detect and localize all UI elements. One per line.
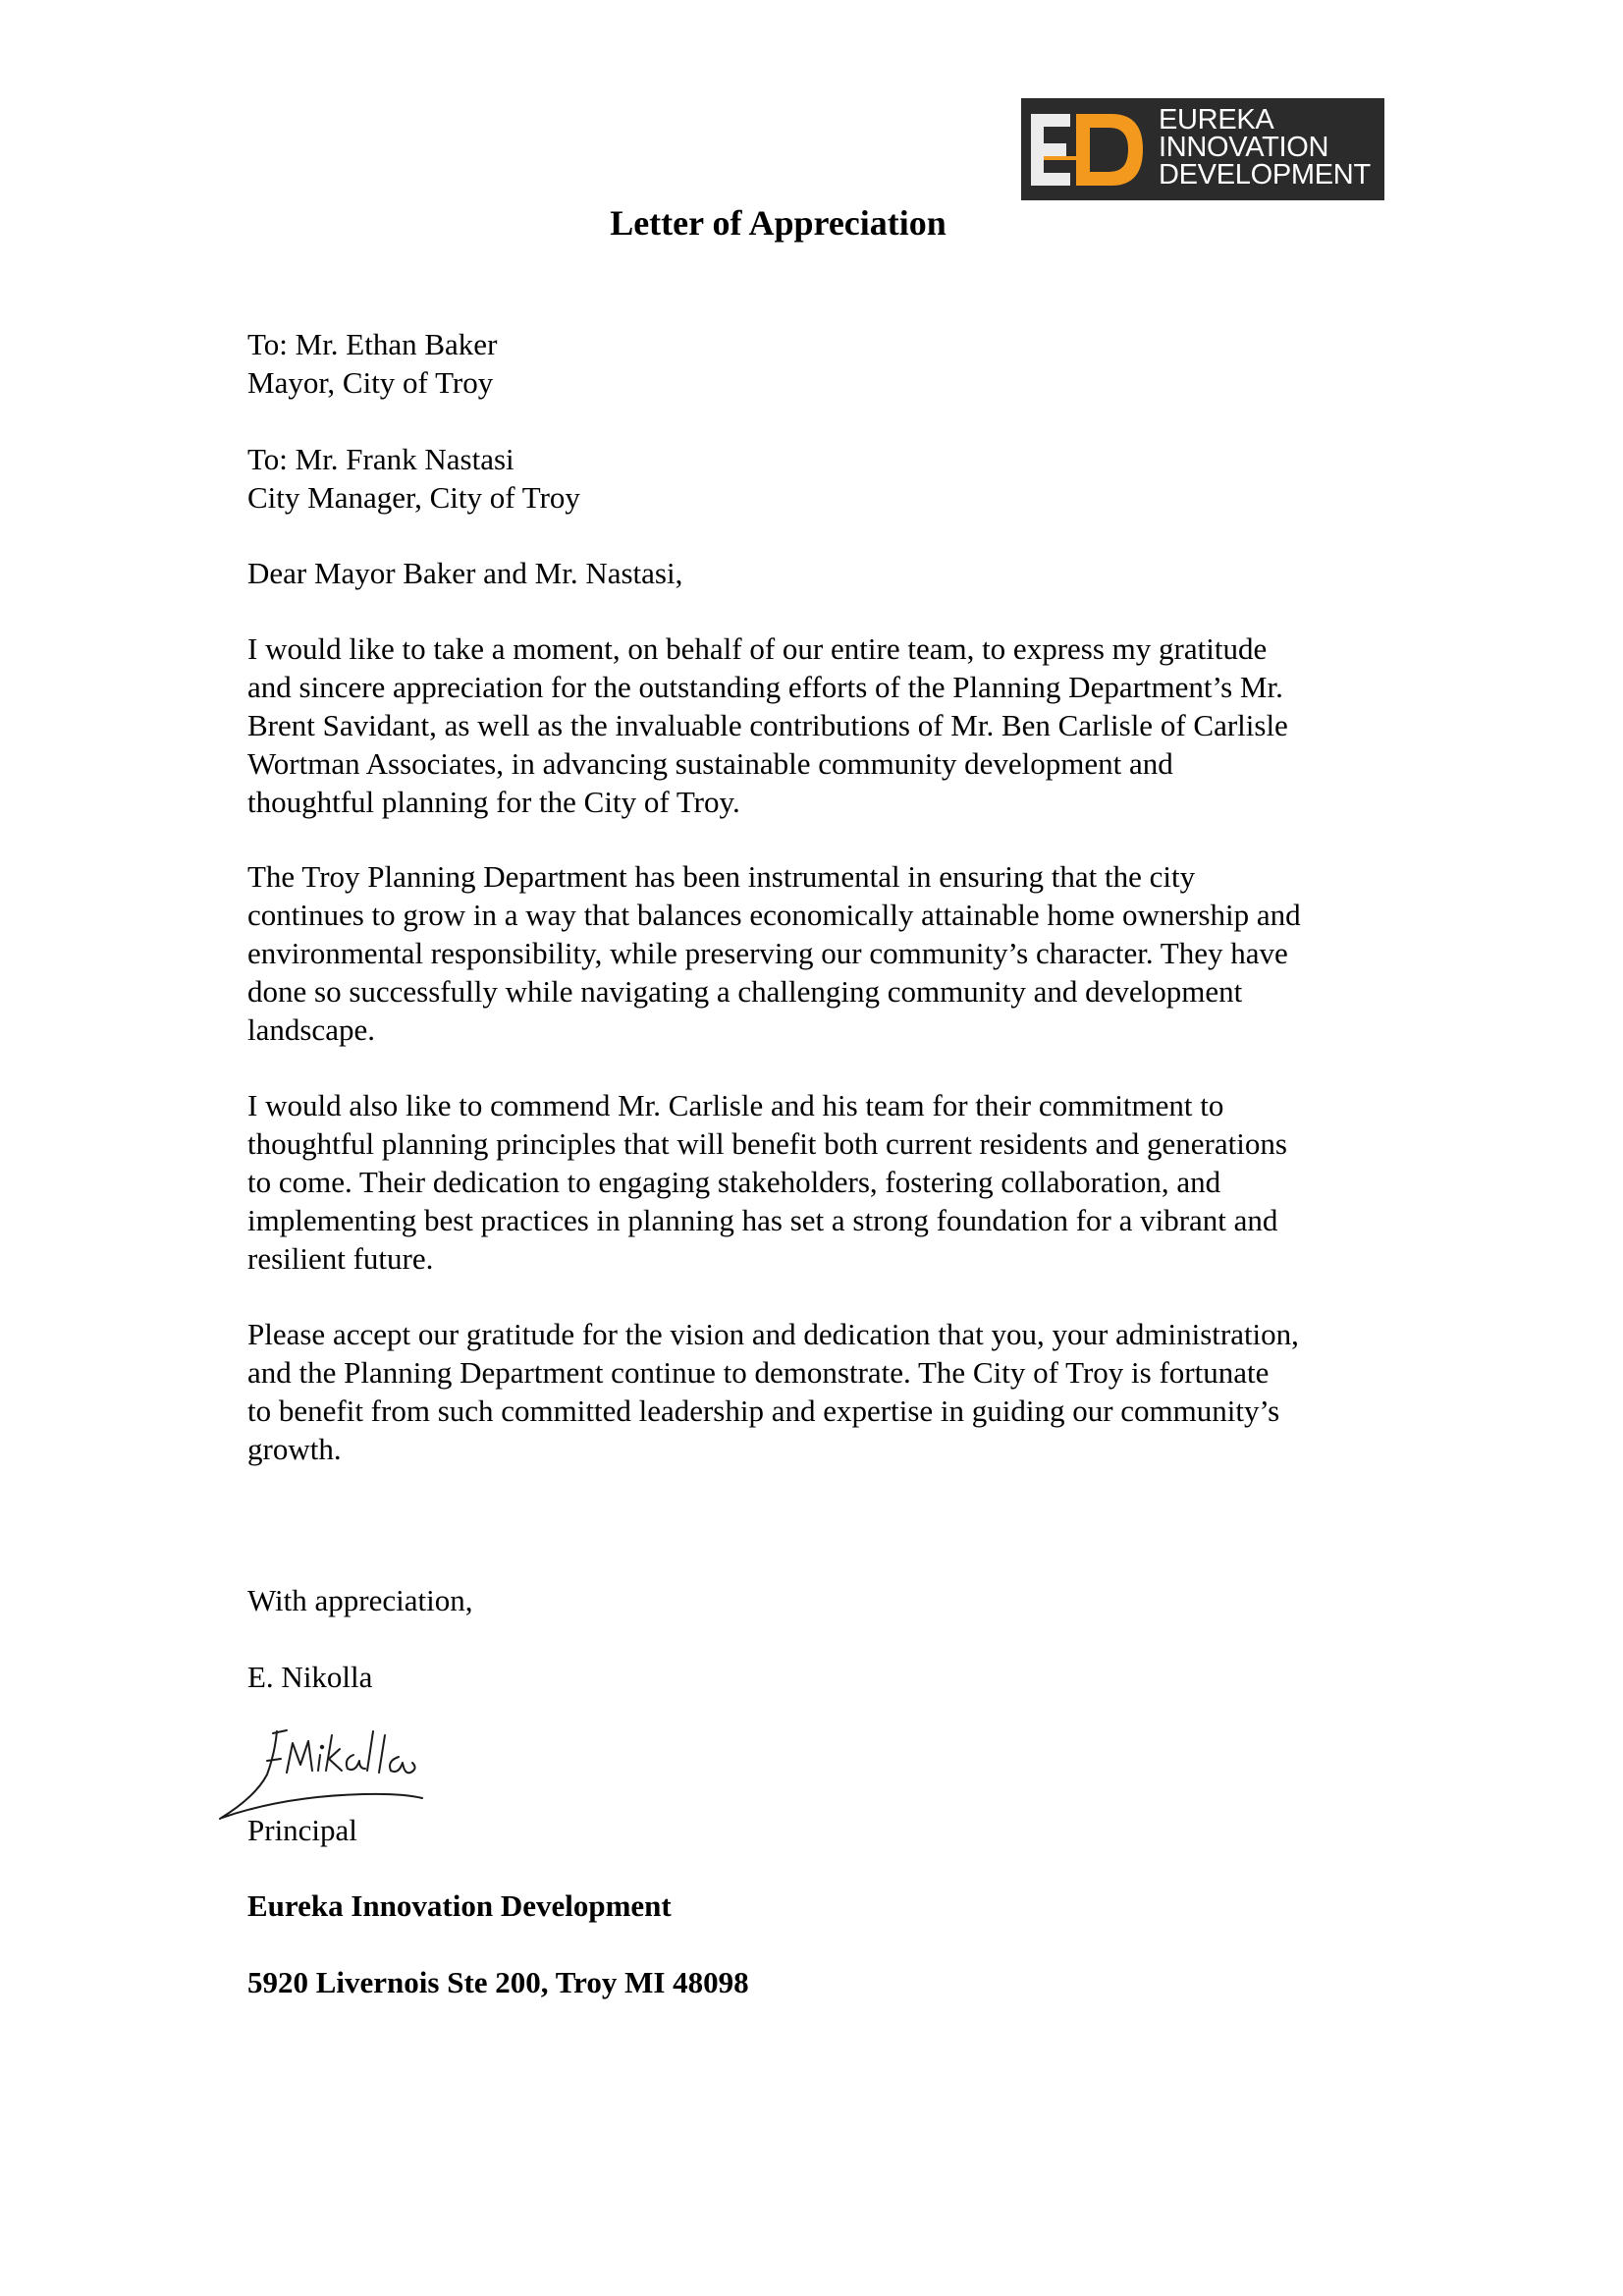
recipient-1-role: Mayor, City of Troy (247, 365, 494, 400)
signer-name-text: E. Nikolla (247, 1660, 373, 1694)
paragraph-3 (247, 1086, 1406, 1278)
paragraph-line: Please accept our gratitude for the vision and dedication that you, your administration, (247, 1317, 1299, 1351)
recipient-2-to: To: Mr. Frank Nastasi (247, 442, 514, 476)
logo-line-1: EUREKA (1159, 104, 1274, 136)
paragraph-line: resilient future. (247, 1241, 434, 1276)
paragraph-line: to benefit from such committed leadership and expertise in guiding our community’s (247, 1394, 1280, 1428)
paragraph-line: thoughtful planning for the City of Troy. (247, 785, 740, 819)
paragraph-1 (247, 629, 1406, 821)
valediction-text: With appreciation, (247, 1583, 473, 1617)
paragraph-line: environmental responsibility, while preserving our community’s character. They have (247, 936, 1288, 970)
logo-wordmark (1159, 106, 1380, 189)
paragraph-line: to come. Their dedication to engaging stakeholders, fostering collaboration, and (247, 1165, 1221, 1199)
company-name-text: Eureka Innovation Development (247, 1888, 672, 1923)
paragraph-line: The Troy Planning Department has been instrumental in ensuring that the city (247, 859, 1196, 894)
paragraph-line: Wortman Associates, in advancing sustainable community development and (247, 746, 1173, 781)
recipient-1-to: To: Mr. Ethan Baker (247, 327, 498, 361)
logo-line-2: INNOVATION (1159, 132, 1329, 163)
valediction (247, 1581, 1406, 1619)
paragraph-line: continues to grow in a way that balances economically attainable home ownership and (247, 898, 1301, 932)
salutation (247, 554, 1406, 592)
handwritten-signature (216, 1714, 432, 1827)
signer-title-text: Principal (247, 1813, 357, 1847)
recipient-1 (247, 325, 1406, 402)
signer-title (247, 1811, 1406, 1849)
company-logo (1021, 98, 1384, 200)
paragraph-line: and sincere appreciation for the outstanding efforts of the Planning Department’s Mr. (247, 670, 1283, 704)
company-name (247, 1886, 1406, 1925)
paragraph-4 (247, 1315, 1406, 1468)
paragraph-2 (247, 857, 1406, 1049)
salutation-text: Dear Mayor Baker and Mr. Nastasi, (247, 556, 683, 590)
company-address (247, 1963, 1406, 2001)
signer-name (247, 1658, 1406, 1696)
paragraph-line: landscape. (247, 1012, 375, 1047)
paragraph-line: and the Planning Department continue to demonstrate. The City of Troy is fortunate (247, 1355, 1270, 1390)
recipient-2-role: City Manager, City of Troy (247, 480, 580, 515)
ed-logo-mark (1021, 98, 1152, 200)
paragraph-line: done so successfully while navigating a challenging community and development (247, 974, 1243, 1009)
paragraph-line: Brent Savidant, as well as the invaluable contributions of Mr. Ben Carlisle of Carlisle (247, 708, 1288, 742)
recipient-2 (247, 440, 1406, 517)
logo-line-3: DEVELOPMENT (1159, 159, 1371, 191)
paragraph-line: I would also like to commend Mr. Carlisle and his team for their commitment to (247, 1088, 1224, 1122)
paragraph-line: implementing best practices in planning has set a strong foundation for a vibrant and (247, 1203, 1278, 1237)
paragraph-line: growth. (247, 1432, 342, 1466)
company-address-text: 5920 Livernois Ste 200, Troy MI 48098 (247, 1965, 749, 1999)
letter-title: Letter of Appreciation (610, 203, 947, 243)
paragraph-line: I would like to take a moment, on behalf of our entire team, to express my gratitude (247, 631, 1268, 666)
paragraph-line: thoughtful planning principles that will benefit both current residents and generations (247, 1126, 1287, 1161)
